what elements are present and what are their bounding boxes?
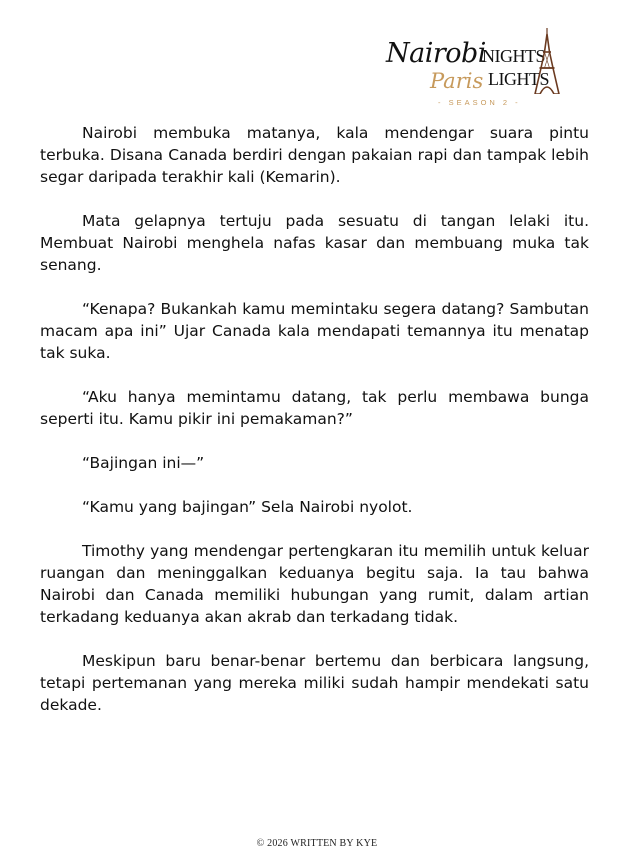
eiffel-tower-icon — [532, 28, 562, 94]
series-logo — [386, 28, 562, 112]
copyright-footer: © 2026 WRITTEN BY KYE — [256, 838, 378, 849]
paragraph: “Bajingan ini—” — [82, 454, 205, 472]
logo-nairobi-text: Nairobi — [386, 38, 486, 69]
paragraph: “Kenapa? Bukankah kamu memintaku segera datang? Sambutan macam apa ini” Ujar Canada kala mendapati temannya itu menatap tak suka. — [40, 300, 589, 362]
story-text — [40, 122, 589, 738]
paragraph: “Kamu yang bajingan” Sela Nairobi nyolot. — [82, 498, 413, 516]
paragraph: Meskipun baru benar-benar bertemu dan berbicara langsung, tetapi pertemanan yang mereka miliki sudah hampir mendekati satu dekade. — [40, 652, 589, 714]
season-label: - SEASON 2 - — [438, 98, 521, 107]
paragraph: Timothy yang mendengar pertengkaran itu memilih untuk keluar ruangan dan meninggalkan keduanya begitu saja. Ia tau bahwa Nairobi dan Canada memiliki hubungan yang rumit, dalam artian terkadang keduanya akan akrab dan terkadang tidak. — [40, 542, 589, 626]
paragraph: Nairobi membuka matanya, kala mendengar suara pintu terbuka. Disana Canada berdiri dengan pakaian rapi dan tampak lebih segar daripada terakhir kali (Kemarin). — [40, 124, 589, 186]
logo-paris-text: Paris — [430, 69, 484, 93]
paragraph: “Aku hanya memintamu datang, tak perlu membawa bunga seperti itu. Kamu pikir ini pemakaman?” — [40, 388, 589, 428]
logo-nights-text: NIGHTS — [482, 46, 545, 66]
logo-lights-text: LIGHTS — [488, 69, 549, 89]
paragraph: Mata gelapnya tertuju pada sesuatu di tangan lelaki itu. Membuat Nairobi menghela nafas kasar dan membuang muka tak senang. — [40, 212, 589, 274]
